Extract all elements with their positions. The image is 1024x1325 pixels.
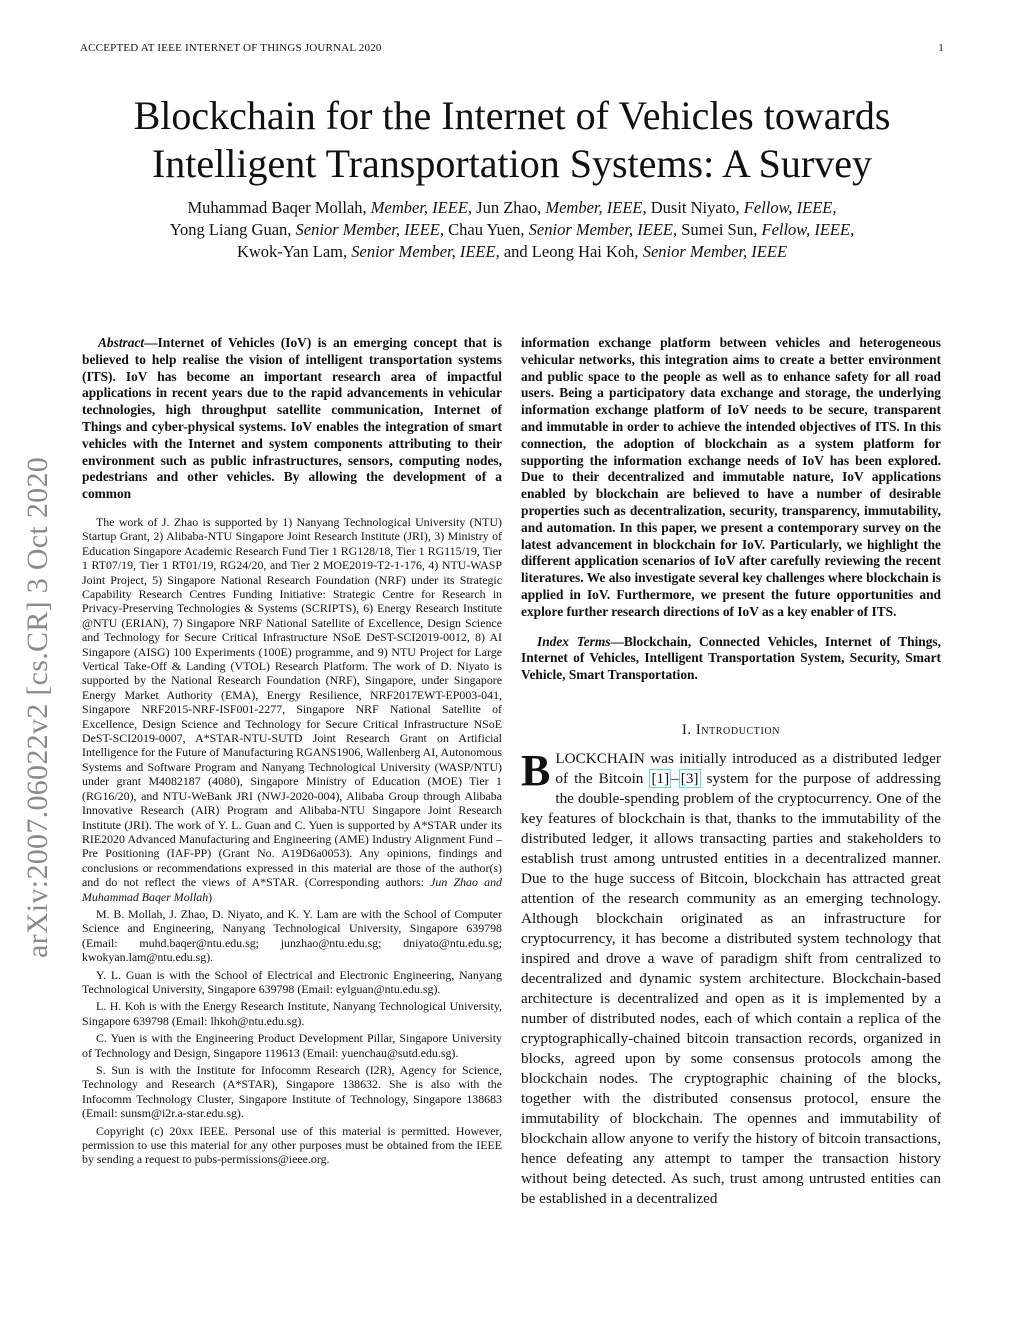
author-line bbox=[60, 219, 964, 241]
citation-link-3[interactable]: [3] bbox=[680, 769, 699, 787]
funding-footnote bbox=[82, 515, 502, 904]
paper-title bbox=[60, 92, 964, 188]
author-role: Senior Member, IEEE, bbox=[295, 220, 445, 239]
abstract-text: Internet of Vehicles (IoV) is an emerging concept that is believed to help realise the vision of intelligent transportation systems (ITS). IoV has become an important research area of impactful applications in recent years due to the rapid advancements in vehicular technologies, high throughput satellite communication, Internet of Things and cyber-physical systems. IoV enables the integration of smart vehicles with the Internet and system components attributing to their environment such as public infrastructures, sensors, computing nodes, pedestrians and other vehicles. By allowing the development of a common bbox=[82, 335, 502, 502]
index-terms-dash: — bbox=[610, 633, 624, 649]
affiliation-footnote: M. B. Mollah, J. Zhao, D. Niyato, and K. Y. Lam are with the School of Computer Science and Engineering, Nanyang Technological University, Singapore 639798 (Email: muhd.baqer@ntu.edu.sg; junzhao@ntu.edu.sg; dniyato@ntu.edu.sg; kwokyan.lam@ntu.edu.sg). bbox=[82, 906, 502, 965]
page-number: 1 bbox=[938, 42, 944, 54]
affiliation-footnote: L. H. Koh is with the Energy Research Institute, Nanyang Technological University, Singapore 639798 (Email: lhkoh@ntu.edu.sg). bbox=[82, 999, 502, 1028]
title-line-2: Intelligent Transportation Systems: A Survey bbox=[151, 141, 873, 186]
author-role: Member, IEEE, bbox=[545, 198, 647, 217]
corresponding-authors: Jun Zhao and Muhammad Baqer Mollah bbox=[82, 875, 502, 904]
abstract-part-2: information exchange platform between vehicles and heterogeneous vehicular networks, this integration aims to create a better environment and public space to the people as well as to enhance safety for all road users. Being a participatory data exchange and storage, the underlying information exchange platform of IoV needs to be secure, transparent and immutable in order to achieve the intended objectives of ITS. In this connection, the adoption of blockchain as a system platform for supporting the information exchange needs of IoV has been explored. Due to their decentralized and immutable nature, IoV applications enabled by blockchain are believed to have a number of desirable properties such as decentralization, security, transparency, immutability, and automation. In this paper, we present a contemporary survey on the latest advancement in blockchain for IoV. Particularly, we highlight the different application scenarios of IoV after carefully reviewing the recent literatures. We also investigate several key challenges where blockchain is applied in IoV. Furthermore, we present the future opportunities and explore further research directions of IoV as a key enabler of ITS. bbox=[521, 335, 941, 619]
author-name: Dusit Niyato, bbox=[650, 198, 740, 217]
author-name: Chau Yuen, bbox=[448, 220, 525, 239]
section-heading-introduction: I. Introduction bbox=[681, 721, 781, 738]
corresponding-close: ) bbox=[208, 889, 213, 904]
author-name: Jun Zhao, bbox=[476, 198, 542, 217]
abstract-dash: — bbox=[144, 335, 158, 350]
affiliation-footnote: C. Yuen is with the Engineering Product Development Pillar, Singapore University of Technology and Design, Singapore 119613 (Email: yuenchau@sutd.edu.sg). bbox=[82, 1031, 502, 1060]
author-list bbox=[60, 197, 964, 263]
index-terms bbox=[521, 634, 941, 684]
author-role: Senior Member, IEEE bbox=[642, 242, 788, 261]
intro-lead: LOCKCHAIN was initially introduced as a distributed ledger of the Bitcoin bbox=[555, 749, 941, 787]
author-line bbox=[60, 197, 964, 219]
author-role: Senior Member, IEEE, bbox=[528, 220, 678, 239]
funding-text: The work of J. Zhao is supported by 1) Nanyang Technological University (NTU) Startup Grant, 2) Alibaba-NTU Singapore Joint Research Institute (JRI), 3) Ministry of Education Singapore Academic Research Fund Tier 1 RG128/18, Tier 1 RG115/19, Tier 1 RT07/19, Tier 1 RT01/19, RG24/20, and Tier 2 MOE2019-T2-1-176, 4) NTU-WASP Joint Project, 5) Singapore National Research Foundation (NRF) under its Strategic Capability Research Centres Funding Initiative: Strategic Centre for Research in Privacy-Preserving Technologies & Systems (SCRIPTS), 6) Energy Research Institute @NTU (ERIAN), 7) Singapore NRF National Satellite of Excellence, Design Science and Technology for Secure Critical Infrastructure NSoE DeST-SCI2019-0012, 8) AI Singapore (AISG) 100 Experiments (100E) programme, and 9) NTU Project for Large Vertical Take-Off & Landing (VTOL) Research Platform. The work of D. Niyato is supported by the National Research Foundation (NRF), Singapore, under Singapore Energy Market Authority (EMA), Energy Resilience, NRF2017EWT-EP003-041, Singapore NRF2015-NRF-ISF001-2277, Singapore NRF National Satellite of Excellence, Design Science and Technology for Secure Critical Infrastructure NSoE DeST-SCI2019-0007, A*STAR-NTU-SUTD Joint Research Grant on Artificial Intelligence for the Future of Manufacturing RGANS1906, Wallenberg AI, Autonomous Systems and Software Program and Nanyang Technological University (WASP/NTU) under grant M4082187 (4080), Singapore Ministry of Education (MOE) Tier 1 (RG16/20), and NTU-WeBank JRI (NWJ-2020-004), Alibaba Group through Alibaba Innovative Research (AIR) Program and Alibaba-NTU Singapore Joint Research Institute (JRI). The work of Y. L. Guan and C. Yuen is supported by A*STAR under its RIE2020 Advanced Manufacturing and Engineering (AME) Industry Alignment Fund – Pre Positioning (IAF-PP) (Grant No. A19D6a0053). Any opinions, findings and conclusions or recommendations expressed in this material are those of the author(s) and do not reflect the views of A*STAR. (Corresponding authors: bbox=[82, 514, 502, 890]
intro-text: system for the purpose of addressing the double-spending problem of the cryptocurrency. One of the key features of blockchain is that, thanks to the immutability of the distributed ledger, it allows transacting parties and stakeholders to establish trust among untrusted entities in a decentralized manner. Due to the huge success of Bitcoin, blockchain has attracted great attention of the research community as an emerging technology. Although blockchain originated as an infrastructure for cryptocurrency, it has become a distributed system technology that inspired and drove a wave of paradigm shift from centralized to decentralized and dynamic system architecture. Blockchain-based architecture is decentralized and open as it is implemented by a number of distributed nodes, each of which contain a replica of the cryptographically-chained bitcoin transaction records, organized in blocks, agreed upon by some consensus protocols among the blockchain nodes. The cryptographic chaining of the blocks, together with the distributed consensus protocol, ensure the immutability of blockchain. The opennes and immutability of blockchain allow anyone to verify the history of bitcoin transactions, hence defeating any attempt to tamper the transaction history without being detected. As such, trust among untrusted entities can be established in a decentralized bbox=[521, 769, 941, 1207]
introduction-paragraph bbox=[521, 745, 941, 1209]
author-role: Senior Member, IEEE, bbox=[351, 242, 500, 261]
author-role: Fellow, IEEE, bbox=[761, 220, 855, 239]
drop-cap: B bbox=[521, 745, 551, 795]
affiliation-footnote: Y. L. Guan is with the School of Electrical and Electronic Engineering, Nanyang Technological University, Singapore 639798 (Email: eylguan@ntu.edu.sg). bbox=[82, 967, 502, 996]
author-role: Member, IEEE, bbox=[370, 198, 473, 217]
author-name: Sumei Sun, bbox=[681, 220, 758, 239]
citation-separator: – bbox=[671, 769, 679, 787]
index-terms-label: Index Terms bbox=[537, 633, 611, 649]
left-column bbox=[82, 335, 502, 1170]
author-name: Muhammad Baqer Mollah, bbox=[187, 198, 367, 217]
author-line bbox=[60, 241, 964, 263]
author-name: Yong Liang Guan, bbox=[169, 220, 292, 239]
author-name: and Leong Hai Koh, bbox=[503, 242, 639, 261]
index-terms-text: Blockchain, Connected Vehicles, Internet of Things, Internet of Vehicles, Intelligent Transportation System, Security, Smart Vehicle, Smart Transportation. bbox=[521, 633, 941, 683]
author-name: Kwok-Yan Lam, bbox=[236, 242, 348, 261]
affiliation-footnote: S. Sun is with the Institute for Infocomm Research (I2R), Agency for Science, Technology and Research (A*STAR), Singapore 138632. She is also with the Infocomm Technology Cluster, Singapore Institute of Technology, Singapore 138683 (Email: sunsm@i2r.a-star.edu.sg). bbox=[82, 1063, 502, 1121]
abstract-part-1 bbox=[82, 335, 502, 503]
abstract-label: Abstract bbox=[98, 335, 145, 350]
journal-name: ACCEPTED AT IEEE INTERNET OF THINGS JOURNAL 2020 bbox=[80, 42, 382, 54]
citation-link-1[interactable]: [1] bbox=[651, 769, 670, 787]
arxiv-stamp[interactable]: arXiv:2007.06022v2 [cs.CR] 3 Oct 2020 bbox=[21, 456, 54, 958]
right-column bbox=[521, 335, 941, 1209]
copyright-notice: Copyright (c) 20xx IEEE. Personal use of this material is permitted. However, permission to use this material for any other purposes must be obtained from the IEEE by sending a request to pubs-permissions@ieee.org. bbox=[82, 1123, 502, 1167]
author-role: Fellow, IEEE, bbox=[743, 198, 837, 217]
running-head bbox=[80, 42, 944, 56]
title-line-1: Blockchain for the Internet of Vehicles towards bbox=[133, 93, 891, 138]
